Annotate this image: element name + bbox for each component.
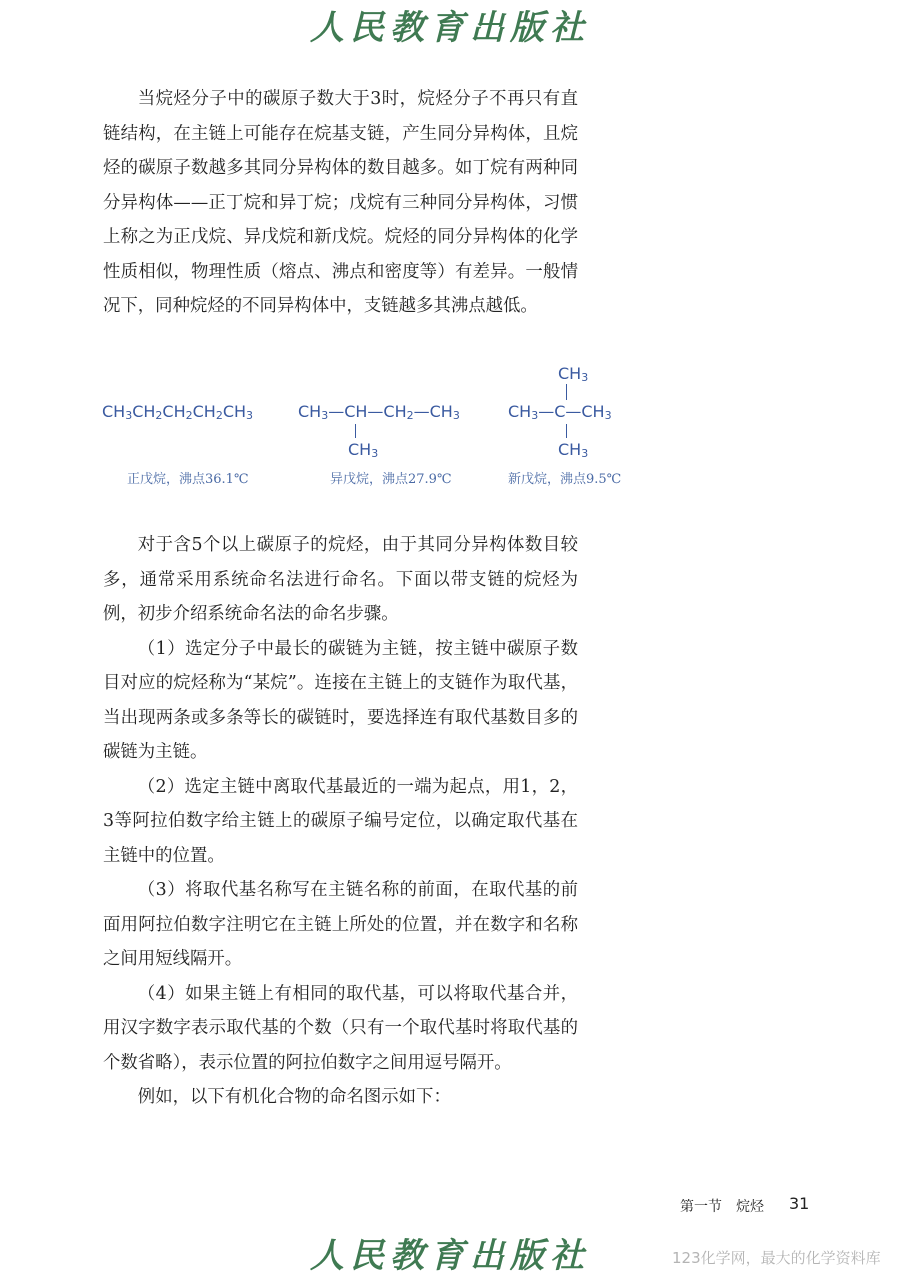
publisher-logo-bottom: 人民教育出版社: [310, 1236, 590, 1276]
intro-paragraphs: [103, 82, 578, 324]
publisher-logo-top: 人民教育出版社: [310, 8, 590, 48]
formula-neopentane-chain: $CH_3—C—CH_3$: [508, 402, 612, 422]
paragraph: 对于含5个以上碳原子的烷烃，由于其同分异构体数目较多，通常采用系统命名法进行命名。下面以带支链的烷烃为例，初步介绍系统命名法的命名步骤。: [103, 535, 578, 624]
naming-paragraphs: [103, 528, 578, 1115]
watermark-text: 123化学网，最大的化学资料库: [672, 1249, 881, 1267]
paragraph: 当烷烃分子中的碳原子数大于3时，烷烃分子不再只有直链结构，在主链上可能存在烷基支链，产生同分异构体，且烷烃的碳原子数越多其同分异构体的数目越多。如丁烷有两种同分异构体——正丁烷和异丁烷；戊烷有三种同分异构体，习惯上称之为正戊烷、异戊烷和新戊烷。烷烃的同分异构体的化学性质相似，物理性质（熔点、沸点和密度等）有差异。一般情况下，同种烷烃的不同异构体中，支链越多其沸点越低。: [103, 89, 578, 316]
paragraph: （3）将取代基名称写在主链名称的前面，在取代基的前面用阿拉伯数字注明它在主链上所处的位置，并在数字和名称之间用短线隔开。: [103, 880, 578, 969]
formula-isopentane-branch: $CH_3$: [348, 440, 379, 460]
formula-n-pentane: $CH_3CH_2CH_2CH_2CH_3$: [102, 402, 254, 422]
paragraph: （4）如果主链上有相同的取代基，可以将取代基合并，用汉字数字表示取代基的个数（只有一个取代基时将取代基的个数省略），表示位置的阿拉伯数字之间用逗号隔开。: [103, 983, 578, 1073]
paragraph: （2）选定主链中离取代基最近的一端为起点，用1，2，3等阿拉伯数字给主链上的碳原子编号定位，以确定取代基在主链中的位置。: [103, 776, 578, 866]
formula-isopentane-chain: $CH_3—CH—CH_2—CH_3$: [298, 402, 460, 422]
paragraph: （1）选定分子中最长的碳链为主链，按主链中碳原子数目对应的烷烃称为“某烷”。连接在主链上的支链作为取代基，当出现两条或多条等长的碳链时，要选择连有取代基数目多的碳链为主链。: [103, 638, 578, 762]
caption-neopentane: 新戊烷，沸点9.5℃: [508, 472, 622, 487]
bond-line: [566, 424, 567, 438]
formula-neopentane-top: $CH_3$: [558, 364, 589, 384]
bond-line: [566, 384, 567, 400]
caption-n-pentane: 正戊烷，沸点36.1℃: [127, 472, 249, 487]
page-number: 31: [789, 1194, 810, 1213]
caption-isopentane: 异戊烷，沸点27.9℃: [330, 472, 452, 487]
formula-neopentane-bottom: $CH_3$: [558, 440, 589, 460]
footer-section-title: 第一节 烷烃: [680, 1199, 764, 1215]
bond-line: [355, 424, 356, 438]
paragraph: 例如，以下有机化合物的命名图示如下：: [137, 1087, 451, 1107]
